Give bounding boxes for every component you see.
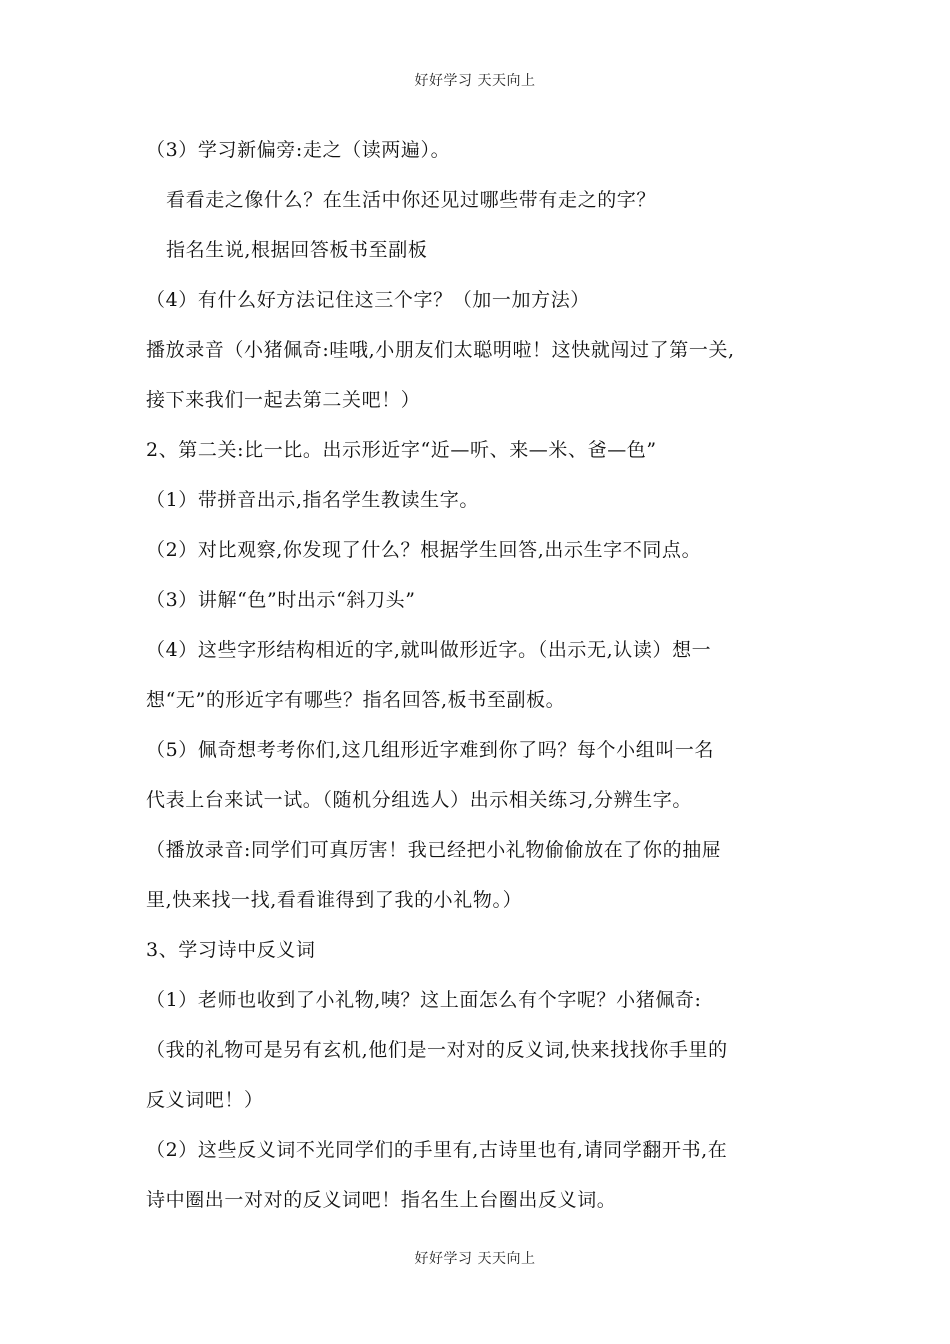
- text-line-2: 看看走之像什么？在生活中你还见过哪些带有走之的字？: [166, 189, 657, 211]
- text-line-6: 接下来我们一起去第二关吧！）: [146, 389, 421, 411]
- page-header: 好好学习 天天向上: [414, 73, 536, 89]
- text-line-11: （4）这些字形结构相近的字,就叫做形近字。（出示无,认读）想一: [146, 639, 712, 661]
- text-line-20: 反义词吧！）: [146, 1089, 264, 1111]
- page-footer: 好好学习 天天向上: [414, 1251, 536, 1267]
- text-line-17: 3、学习诗中反义词: [146, 939, 316, 961]
- text-line-15: （播放录音:同学们可真厉害！我已经把小礼物偷偷放在了你的抽屉: [146, 839, 722, 861]
- text-line-8: （1）带拼音出示,指名学生教读生字。: [146, 489, 479, 511]
- text-line-9: （2）对比观察,你发现了什么？根据学生回答,出示生字不同点。: [146, 539, 702, 561]
- text-line-13: （5）佩奇想考考你们,这几组形近字难到你了吗？每个小组叫一名: [146, 739, 715, 761]
- text-line-12: 想“无”的形近字有哪些？指名回答,板书至副板。: [146, 689, 566, 711]
- text-line-7: 2、第二关:比一比。出示形近字“近—听、来—米、爸—色”: [146, 439, 657, 461]
- text-line-4: （4）有什么好方法记住这三个字？（加一加方法）: [146, 289, 590, 311]
- text-line-10: （3）讲解“色”时出示“斜刀头”: [146, 589, 416, 611]
- text-line-1: （3）学习新偏旁:走之（读两遍）。: [146, 139, 451, 161]
- text-line-14: 代表上台来试一试。（随机分组选人）出示相关练习,分辨生字。: [146, 789, 692, 811]
- text-line-19: （我的礼物可是另有玄机,他们是一对对的反义词,快来找找你手里的: [146, 1039, 728, 1061]
- text-line-22: 诗中圈出一对对的反义词吧！指名生上台圈出反义词。: [146, 1189, 617, 1211]
- text-line-16: 里,快来找一找,看看谁得到了我的小礼物。）: [146, 889, 523, 911]
- text-line-5: 播放录音（小猪佩奇:哇哦,小朋友们太聪明啦！这快就闯过了第一关,: [146, 339, 735, 361]
- text-line-18: （1）老师也收到了小礼物,咦？这上面怎么有个字呢？小猪佩奇:: [146, 989, 702, 1011]
- text-line-3: 指名生说,根据回答板书至副板: [166, 239, 428, 261]
- text-line-21: （2）这些反义词不光同学们的手里有,古诗里也有,请同学翻开书,在: [146, 1139, 728, 1161]
